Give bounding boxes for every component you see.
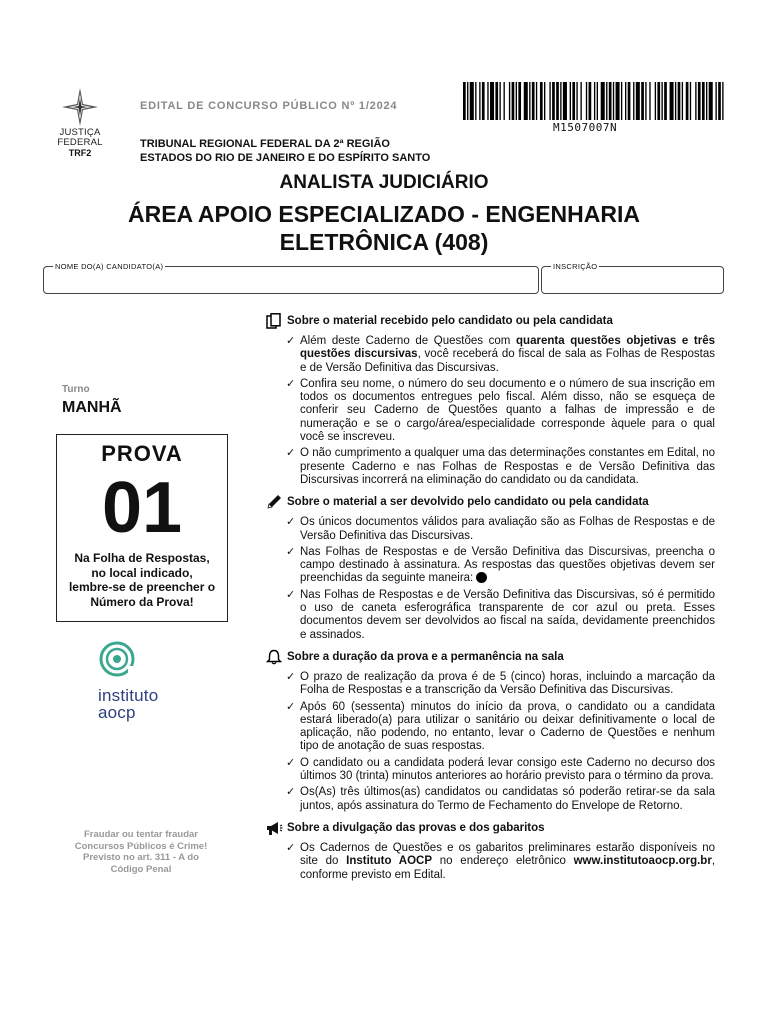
crime-line: Fraudar ou tentar fraudar	[83, 829, 199, 840]
prova-note-line: no local indicado,	[91, 565, 193, 580]
list-item	[265, 671, 715, 698]
list-item	[265, 786, 715, 813]
prova-title: PROVA	[101, 441, 183, 466]
trf2-logo	[52, 86, 108, 159]
section-heading	[265, 820, 715, 836]
check-icon: ✓	[286, 670, 296, 683]
section-material-devolvido	[265, 494, 715, 642]
item-text: , você receberá do fiscal de sala as Folhas de Respostas e de Versão Definitiva das Discursivas.	[300, 348, 715, 374]
website-link[interactable]: www.institutoaocp.org.br	[573, 855, 712, 868]
prova-note	[57, 551, 227, 609]
list-item	[265, 447, 715, 487]
item-text: no endereço eletrônico	[432, 855, 574, 868]
area-line-2: ELETRÔNICA (408)	[279, 229, 489, 255]
section-heading	[265, 313, 715, 329]
tribunal-line-2: ESTADOS DO RIO DE JANEIRO E DO ESPÍRITO SANTO	[140, 152, 431, 164]
check-icon: ✓	[286, 700, 296, 713]
barcode-code: M1507007N	[553, 121, 618, 134]
barcode	[463, 82, 726, 120]
section-heading	[265, 649, 715, 665]
prova-note-line: Número da Prova!	[90, 594, 194, 609]
item-text: Os Cadernos de Questões e os gabaritos preliminares estarão disponíveis no site do	[300, 841, 715, 868]
aocp-emblem-icon	[98, 640, 138, 678]
item-text: Confira seu nome, o número do seu documento e o número de sua inscrição em todos os documentos entregues pelo fiscal. Além disso, não se esqueça de conferir seu Caderno de Questões quanto a falhas de impressão e de numeração e se o cargo/área/especialidade corresponde àquele para o qual você se inscreveu.	[300, 377, 715, 444]
item-text: Nas Folhas de Respostas e de Versão Definitiva das Discursivas, só é permitido o uso de caneta esferográfica transparente de cor azul ou preta. Esses documentos devem ser devolvidos ao fiscal na saída, devidamente preenchidos e assinados.	[300, 588, 715, 641]
aocp-line-2: aocp	[98, 703, 136, 722]
list-item	[265, 701, 715, 754]
prova-box	[56, 434, 228, 622]
check-icon: ✓	[286, 786, 296, 799]
item-text: O candidato ou a candidata poderá levar consigo este Caderno no decurso dos últimos 30 (trinta) minutos anteriores ao horário previsto para o término da prova.	[300, 756, 715, 783]
check-icon: ✓	[286, 841, 296, 854]
list-item	[265, 546, 715, 586]
section-duracao	[265, 649, 715, 813]
turno-label: Turno	[62, 384, 90, 395]
check-icon: ✓	[286, 447, 296, 460]
bell-icon	[265, 649, 283, 665]
section-title: Sobre a duração da prova e a permanência na sala	[287, 650, 564, 663]
section-title: Sobre o material recebido pelo candidato ou pela candidata	[287, 315, 613, 327]
list-item	[265, 757, 715, 784]
tribunal-line-1: TRIBUNAL REGIONAL FEDERAL DA 2ª REGIÃO	[140, 138, 390, 150]
crime-warning	[56, 829, 226, 875]
item-text: O prazo de realização da prova é de 5 (cinco) horas, incluindo a marcação da Folha de Respostas e a transcrição da Versão Definitiva das Discursivas.	[300, 670, 715, 697]
list-item	[265, 335, 715, 375]
list-item	[265, 516, 715, 543]
inscricao-label: INSCRIÇÃO	[553, 262, 598, 271]
area-title	[0, 200, 768, 256]
crime-line: Previsto no art. 311 - A do	[83, 852, 199, 863]
turno-value: MANHÃ	[62, 399, 122, 416]
list-item	[265, 842, 715, 882]
check-icon: ✓	[286, 588, 296, 601]
section-title: Sobre a divulgação das provas e dos gabaritos	[287, 821, 545, 834]
list-item	[265, 378, 715, 444]
item-text-bold: Instituto AOCP	[346, 855, 433, 868]
section-heading	[265, 494, 715, 510]
prova-note-line: lembre-se de preencher o	[68, 580, 216, 594]
check-icon: ✓	[286, 756, 296, 769]
check-icon: ✓	[286, 377, 296, 390]
check-icon: ✓	[286, 545, 296, 558]
item-text: Após 60 (sessenta) minutos do início da prova, o candidato ou a candidata estará liberado(a) para utilizar o sanitário ou deixar definitivamente o local de aplicação, não podendo, no entanto, levar o Caderno de Questões e nenhum tipo de anotação de suas respostas.	[300, 700, 715, 753]
section-material-recebido	[265, 313, 715, 487]
crime-line: Código Penal	[110, 863, 172, 875]
aocp-line-1: instituto	[98, 686, 159, 705]
aocp-logo	[98, 640, 188, 721]
prova-note-line: Na Folha de Respostas,	[74, 551, 210, 565]
tribunal-name	[140, 137, 430, 165]
section-divulgacao	[265, 820, 715, 882]
item-text-bold: quarenta questões objetivas e três questões discursivas	[300, 335, 715, 361]
crime-line: Concursos Públicos é Crime!	[74, 840, 208, 852]
cargo-title: ANALISTA JUDICIÁRIO	[279, 172, 489, 193]
pencil-icon	[265, 494, 283, 510]
check-icon: ✓	[286, 516, 296, 529]
item-text: O não cumprimento a qualquer uma das determinações constantes em Edital, no presente Caderno e nas Folhas de Respostas e de Versão Definitiva das Discursivas incorrerá na eliminação do candidato ou da candidata.	[300, 447, 715, 486]
item-text: , conforme previsto em Edital.	[300, 855, 716, 881]
megaphone-icon	[265, 820, 283, 836]
check-icon: ✓	[286, 335, 296, 347]
filled-bubble-icon	[476, 572, 487, 583]
list-item	[265, 589, 715, 642]
area-line-1: ÁREA APOIO ESPECIALIZADO - ENGENHARIA	[128, 201, 640, 227]
candidate-name-label: NOME DO(A) CANDIDATO(A)	[55, 262, 164, 271]
prova-number: 01	[101, 468, 183, 548]
logo-line-justica: JUSTIÇA	[59, 127, 101, 138]
item-text: Os(As) três últimos(as) candidatos ou candidatas só poderão retirar-se da sala juntos, após assinatura do Termo de Fechamento do Envelope de Retorno.	[300, 786, 715, 812]
item-text: Os únicos documentos válidos para avaliação são as Folhas de Respostas e de Versão Definitiva das Discursivas.	[300, 516, 715, 542]
logo-line-trf2: TRF2	[68, 148, 92, 158]
item-text: Nas Folhas de Respostas e de Versão Definitiva das Discursivas, preencha o campo destinado à assinatura. As respostas das questões objetivas devem ser preenchidas da seguinte maneira:	[300, 545, 715, 585]
logo-line-federal: FEDERAL	[57, 137, 103, 148]
instructions	[265, 313, 715, 889]
justice-star-icon	[60, 86, 100, 128]
item-text: Além deste Caderno de Questões com	[300, 335, 517, 347]
edital-title: EDITAL DE CONCURSO PÚBLICO Nº 1/2024	[140, 100, 398, 112]
document-copy-icon	[265, 313, 283, 329]
section-title: Sobre o material a ser devolvido pelo candidato ou pela candidata	[287, 496, 649, 509]
aocp-name	[98, 687, 188, 721]
